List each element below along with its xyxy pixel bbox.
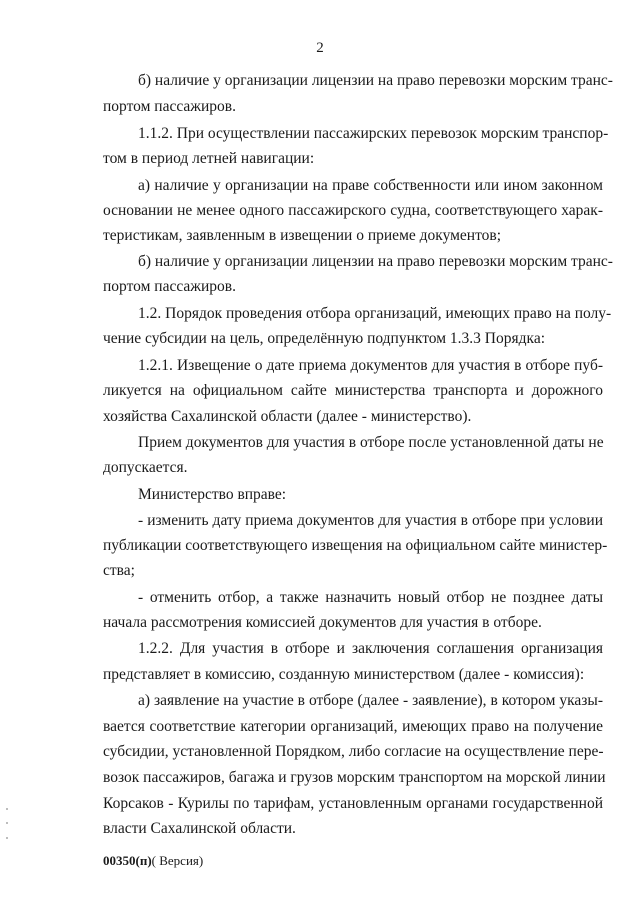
text-line: 1.1.2. При осуществлении пассажирских перевозок морским транспор- [138,125,609,142]
scan-speck [6,808,8,810]
footer-version [103,853,203,869]
footer-version-label: ( Версия) [151,853,204,868]
text-line: Прием документов для участия в отборе после установленной даты не [138,434,604,451]
text-line: - изменить дату приема документов для участия в отборе при условии [138,512,603,529]
text-line: а) наличие у организации на праве собственности или ином законном [138,177,603,194]
text-line: субсидии, установленной Порядком, либо согласие на осуществление пере- [103,743,604,760]
text-line: - отменить отбор, а также назначить новый отбор не позднее даты [138,589,603,606]
text-line: 1.2. Порядок проведения отбора организаций, имеющих право на полу- [138,305,612,322]
text-line: 1.2.2. Для участия в отборе и заключения соглашения организация [138,640,603,657]
text-line: б) наличие у организации лицензии на право перевозки морским транс- [138,253,613,270]
footer-code: 00350(п) [103,853,152,868]
text-line: б) наличие у организации лицензии на право перевозки морским транс- [138,72,613,89]
text-line: портом пассажиров. [103,278,236,295]
text-line: портом пассажиров. [103,98,236,115]
text-line: теристикам, заявленным в извещении о приеме документов; [103,227,502,244]
text-line: начала рассмотрения комиссией документов для участия в отборе. [103,614,542,631]
text-line: Министерство вправе: [138,486,287,503]
text-line: власти Сахалинской области. [103,820,296,837]
text-line: публикации соответствующего извещения на официальном сайте министер- [103,537,608,554]
page-number: 2 [316,40,324,56]
scan-speck [6,822,8,824]
text-line: том в период летней навигации: [103,150,315,167]
text-line: а) заявление на участие в отборе (далее - заявление), в котором указы- [138,692,603,709]
text-line: 1.2.1. Извещение о дате приема документов для участия в отборе пуб- [138,357,603,374]
text-line: ства; [103,562,135,579]
text-line: допускается. [103,459,188,476]
text-line: основании не менее одного пассажирского судна, соответствующего харак- [103,202,603,219]
text-line: возок пассажиров, багажа и грузов морским транспортом на морской линии [103,769,606,786]
text-line: представляет в комиссию, созданную министерством (далее - комиссия): [103,666,585,683]
text-line: чение субсидии на цель, определённую подпунктом 1.3.3 Порядка: [103,330,545,347]
text-line: хозяйства Сахалинской области (далее - министерство). [103,408,472,425]
text-line: ликуется на официальном сайте министерства транспорта и дорожного [103,382,603,399]
text-line: вается соответствие категории организаций, имеющих право на получение [103,718,603,735]
text-line: Корсаков - Курилы по тарифам, установленным органами государственной [103,795,603,812]
scan-speck [6,837,8,839]
